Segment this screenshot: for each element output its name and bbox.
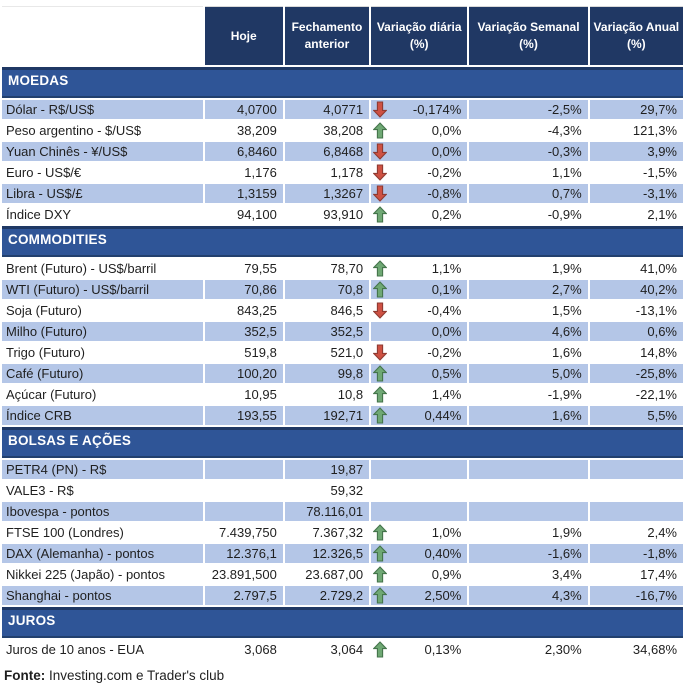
annual-change-value: -13,1% bbox=[590, 301, 683, 320]
section-row bbox=[2, 427, 683, 458]
annual-change-value: -3,1% bbox=[590, 184, 683, 203]
fechamento-value: 19,87 bbox=[285, 460, 369, 479]
section-header-bolsas-e-acoes: BOLSAS E AÇÕES bbox=[2, 427, 683, 458]
table-row bbox=[2, 100, 683, 119]
section-row bbox=[2, 67, 683, 98]
table-row bbox=[2, 544, 683, 563]
up-arrow-icon bbox=[373, 641, 387, 658]
daily-change-value: 0,13% bbox=[424, 642, 462, 657]
daily-change-value: 0,1% bbox=[431, 282, 462, 297]
section-row bbox=[2, 607, 683, 638]
annual-change-value: -1,5% bbox=[590, 163, 683, 182]
table-corner bbox=[2, 6, 203, 65]
asset-label: Dólar - R$/US$ bbox=[2, 100, 203, 119]
annual-change-value: 17,4% bbox=[590, 565, 683, 584]
market-data-table bbox=[0, 4, 685, 661]
weekly-change-value: 5,0% bbox=[469, 364, 587, 383]
table-row bbox=[2, 163, 683, 182]
down-arrow-icon bbox=[373, 101, 387, 118]
fechamento-value: 10,8 bbox=[285, 385, 369, 404]
table-row bbox=[2, 259, 683, 278]
annual-change-value: -25,8% bbox=[590, 364, 683, 383]
asset-label: Milho (Futuro) bbox=[2, 322, 203, 341]
up-arrow-icon bbox=[373, 281, 387, 298]
daily-change-cell bbox=[371, 385, 467, 404]
annual-change-value bbox=[590, 460, 683, 479]
hoje-value: 38,209 bbox=[205, 121, 283, 140]
asset-label: Soja (Futuro) bbox=[2, 301, 203, 320]
weekly-change-value: 1,9% bbox=[469, 523, 587, 542]
fechamento-value: 846,5 bbox=[285, 301, 369, 320]
asset-label: DAX (Alemanha) - pontos bbox=[2, 544, 203, 563]
hoje-value: 100,20 bbox=[205, 364, 283, 383]
daily-change-cell bbox=[371, 100, 467, 119]
asset-label: Índice CRB bbox=[2, 406, 203, 425]
table-row bbox=[2, 364, 683, 383]
weekly-change-value: 4,3% bbox=[469, 586, 587, 605]
weekly-change-value: -0,3% bbox=[469, 142, 587, 161]
annual-change-value: 5,5% bbox=[590, 406, 683, 425]
table-row bbox=[2, 280, 683, 299]
asset-label: Shanghai - pontos bbox=[2, 586, 203, 605]
fechamento-value: 93,910 bbox=[285, 205, 369, 224]
column-header-hoje: Hoje bbox=[205, 6, 283, 65]
annual-change-value: 2,1% bbox=[590, 205, 683, 224]
daily-change-cell bbox=[371, 184, 467, 203]
down-arrow-icon bbox=[373, 164, 387, 181]
fechamento-value: 12.326,5 bbox=[285, 544, 369, 563]
asset-label: Índice DXY bbox=[2, 205, 203, 224]
annual-change-value: 40,2% bbox=[590, 280, 683, 299]
daily-change-cell bbox=[371, 460, 467, 479]
daily-change-cell bbox=[371, 322, 467, 341]
fechamento-value: 38,208 bbox=[285, 121, 369, 140]
section-header-juros: JUROS bbox=[2, 607, 683, 638]
annual-change-value: 3,9% bbox=[590, 142, 683, 161]
daily-change-cell bbox=[371, 406, 467, 425]
weekly-change-value: 3,4% bbox=[469, 565, 587, 584]
column-header-variacao-semanal: Variação Semanal (%) bbox=[469, 6, 587, 65]
source-label: Fonte: bbox=[4, 668, 46, 683]
up-arrow-icon bbox=[373, 365, 387, 382]
daily-change-cell bbox=[371, 163, 467, 182]
daily-change-value: -0,8% bbox=[427, 186, 462, 201]
fechamento-value: 1,3267 bbox=[285, 184, 369, 203]
hoje-value: 3,068 bbox=[205, 640, 283, 659]
fechamento-value: 4,0771 bbox=[285, 100, 369, 119]
table-row bbox=[2, 565, 683, 584]
annual-change-value: 41,0% bbox=[590, 259, 683, 278]
up-arrow-icon bbox=[373, 587, 387, 604]
fechamento-value: 192,71 bbox=[285, 406, 369, 425]
weekly-change-value: 1,5% bbox=[469, 301, 587, 320]
weekly-change-value: -1,6% bbox=[469, 544, 587, 563]
daily-change-value: -0,2% bbox=[427, 165, 462, 180]
daily-change-cell bbox=[371, 481, 467, 500]
hoje-value bbox=[205, 502, 283, 521]
fechamento-value: 78,70 bbox=[285, 259, 369, 278]
hoje-value: 1,3159 bbox=[205, 184, 283, 203]
annual-change-value: 0,6% bbox=[590, 322, 683, 341]
column-header-fechamento: Fechamento anterior bbox=[285, 6, 369, 65]
table-row bbox=[2, 322, 683, 341]
down-arrow-icon bbox=[373, 344, 387, 361]
fechamento-value: 70,8 bbox=[285, 280, 369, 299]
daily-change-cell bbox=[371, 142, 467, 161]
hoje-value: 1,176 bbox=[205, 163, 283, 182]
asset-label: WTI (Futuro) - US$/barril bbox=[2, 280, 203, 299]
hoje-value: 94,100 bbox=[205, 205, 283, 224]
annual-change-value: 121,3% bbox=[590, 121, 683, 140]
weekly-change-value: -4,3% bbox=[469, 121, 587, 140]
weekly-change-value bbox=[469, 481, 587, 500]
fechamento-value: 3,064 bbox=[285, 640, 369, 659]
hoje-value: 193,55 bbox=[205, 406, 283, 425]
daily-change-value: 0,0% bbox=[431, 324, 462, 339]
weekly-change-value: 0,7% bbox=[469, 184, 587, 203]
weekly-change-value: 2,30% bbox=[469, 640, 587, 659]
daily-change-value: 2,50% bbox=[424, 588, 462, 603]
no-arrow bbox=[373, 482, 387, 499]
fechamento-value: 23.687,00 bbox=[285, 565, 369, 584]
annual-change-value bbox=[590, 502, 683, 521]
hoje-value: 7.439,750 bbox=[205, 523, 283, 542]
annual-change-value: -22,1% bbox=[590, 385, 683, 404]
daily-change-cell bbox=[371, 280, 467, 299]
hoje-value: 79,55 bbox=[205, 259, 283, 278]
asset-label: PETR4 (PN) - R$ bbox=[2, 460, 203, 479]
asset-label: Nikkei 225 (Japão) - pontos bbox=[2, 565, 203, 584]
fechamento-value: 352,5 bbox=[285, 322, 369, 341]
fechamento-value: 7.367,32 bbox=[285, 523, 369, 542]
table-row bbox=[2, 523, 683, 542]
daily-change-value: 0,40% bbox=[424, 546, 462, 561]
up-arrow-icon bbox=[373, 524, 387, 541]
daily-change-value: -0,4% bbox=[427, 303, 462, 318]
daily-change-value: 0,5% bbox=[431, 366, 462, 381]
up-arrow-icon bbox=[373, 545, 387, 562]
column-header-variacao-anual: Variação Anual (%) bbox=[590, 6, 683, 65]
section-header-moedas: MOEDAS bbox=[2, 67, 683, 98]
table-row bbox=[2, 481, 683, 500]
daily-change-cell bbox=[371, 259, 467, 278]
table-row bbox=[2, 121, 683, 140]
daily-change-cell bbox=[371, 364, 467, 383]
hoje-value: 4,0700 bbox=[205, 100, 283, 119]
hoje-value: 10,95 bbox=[205, 385, 283, 404]
daily-change-value: 1,0% bbox=[431, 525, 462, 540]
column-header-variacao-diaria: Variação diária (%) bbox=[371, 6, 467, 65]
weekly-change-value: -0,9% bbox=[469, 205, 587, 224]
up-arrow-icon bbox=[373, 407, 387, 424]
hoje-value: 12.376,1 bbox=[205, 544, 283, 563]
asset-label: Brent (Futuro) - US$/barril bbox=[2, 259, 203, 278]
daily-change-value: 0,44% bbox=[424, 408, 462, 423]
daily-change-value: 1,4% bbox=[431, 387, 462, 402]
weekly-change-value: 1,6% bbox=[469, 343, 587, 362]
down-arrow-icon bbox=[373, 143, 387, 160]
table-row bbox=[2, 301, 683, 320]
asset-label: Café (Futuro) bbox=[2, 364, 203, 383]
asset-label: VALE3 - R$ bbox=[2, 481, 203, 500]
daily-change-cell bbox=[371, 544, 467, 563]
daily-change-cell bbox=[371, 586, 467, 605]
table-row bbox=[2, 184, 683, 203]
section-row bbox=[2, 226, 683, 257]
daily-change-cell bbox=[371, 523, 467, 542]
hoje-value bbox=[205, 460, 283, 479]
table-row bbox=[2, 640, 683, 659]
daily-change-cell bbox=[371, 640, 467, 659]
source-text: Investing.com e Trader's club bbox=[45, 668, 225, 683]
up-arrow-icon bbox=[373, 122, 387, 139]
asset-label: FTSE 100 (Londres) bbox=[2, 523, 203, 542]
table-row bbox=[2, 385, 683, 404]
fechamento-value: 521,0 bbox=[285, 343, 369, 362]
source-note bbox=[0, 661, 692, 683]
daily-change-cell bbox=[371, 502, 467, 521]
hoje-value: 519,8 bbox=[205, 343, 283, 362]
weekly-change-value: 1,6% bbox=[469, 406, 587, 425]
daily-change-value: 0,9% bbox=[431, 567, 462, 582]
annual-change-value: -1,8% bbox=[590, 544, 683, 563]
weekly-change-value: 4,6% bbox=[469, 322, 587, 341]
fechamento-value: 6,8468 bbox=[285, 142, 369, 161]
hoje-value: 6,8460 bbox=[205, 142, 283, 161]
daily-change-cell bbox=[371, 565, 467, 584]
weekly-change-value: -2,5% bbox=[469, 100, 587, 119]
table-row bbox=[2, 343, 683, 362]
fechamento-value: 2.729,2 bbox=[285, 586, 369, 605]
hoje-value: 843,25 bbox=[205, 301, 283, 320]
fechamento-value: 1,178 bbox=[285, 163, 369, 182]
table-row bbox=[2, 406, 683, 425]
daily-change-cell bbox=[371, 121, 467, 140]
up-arrow-icon bbox=[373, 206, 387, 223]
daily-change-value: 0,2% bbox=[431, 207, 462, 222]
up-arrow-icon bbox=[373, 566, 387, 583]
asset-label: Euro - US$/€ bbox=[2, 163, 203, 182]
daily-change-value: 0,0% bbox=[431, 144, 462, 159]
no-arrow bbox=[373, 461, 387, 478]
table-row bbox=[2, 142, 683, 161]
daily-change-cell bbox=[371, 301, 467, 320]
up-arrow-icon bbox=[373, 260, 387, 277]
daily-change-cell bbox=[371, 343, 467, 362]
hoje-value bbox=[205, 481, 283, 500]
hoje-value: 23.891,500 bbox=[205, 565, 283, 584]
daily-change-cell bbox=[371, 205, 467, 224]
annual-change-value: 34,68% bbox=[590, 640, 683, 659]
asset-label: Yuan Chinês - ¥/US$ bbox=[2, 142, 203, 161]
annual-change-value bbox=[590, 481, 683, 500]
table-row bbox=[2, 586, 683, 605]
daily-change-value: 1,1% bbox=[431, 261, 462, 276]
fechamento-value: 78.116,01 bbox=[285, 502, 369, 521]
annual-change-value: 29,7% bbox=[590, 100, 683, 119]
daily-change-value: 0,0% bbox=[431, 123, 462, 138]
hoje-value: 352,5 bbox=[205, 322, 283, 341]
header-row bbox=[2, 6, 683, 65]
weekly-change-value: -1,9% bbox=[469, 385, 587, 404]
hoje-value: 2.797,5 bbox=[205, 586, 283, 605]
weekly-change-value: 1,1% bbox=[469, 163, 587, 182]
table-row bbox=[2, 502, 683, 521]
weekly-change-value bbox=[469, 460, 587, 479]
annual-change-value: 14,8% bbox=[590, 343, 683, 362]
weekly-change-value bbox=[469, 502, 587, 521]
fechamento-value: 59,32 bbox=[285, 481, 369, 500]
asset-label: Libra - US$/£ bbox=[2, 184, 203, 203]
down-arrow-icon bbox=[373, 302, 387, 319]
table-row bbox=[2, 205, 683, 224]
asset-label: Peso argentino - $/US$ bbox=[2, 121, 203, 140]
annual-change-value: 2,4% bbox=[590, 523, 683, 542]
asset-label: Ibovespa - pontos bbox=[2, 502, 203, 521]
fechamento-value: 99,8 bbox=[285, 364, 369, 383]
table-row bbox=[2, 460, 683, 479]
up-arrow-icon bbox=[373, 386, 387, 403]
weekly-change-value: 2,7% bbox=[469, 280, 587, 299]
weekly-change-value: 1,9% bbox=[469, 259, 587, 278]
annual-change-value: -16,7% bbox=[590, 586, 683, 605]
no-arrow bbox=[373, 503, 387, 520]
daily-change-value: -0,2% bbox=[427, 345, 462, 360]
asset-label: Trigo (Futuro) bbox=[2, 343, 203, 362]
daily-change-value: -0,174% bbox=[412, 102, 462, 117]
asset-label: Juros de 10 anos - EUA bbox=[2, 640, 203, 659]
hoje-value: 70,86 bbox=[205, 280, 283, 299]
down-arrow-icon bbox=[373, 185, 387, 202]
section-header-commodities: COMMODITIES bbox=[2, 226, 683, 257]
asset-label: Açúcar (Futuro) bbox=[2, 385, 203, 404]
no-arrow bbox=[373, 323, 387, 340]
